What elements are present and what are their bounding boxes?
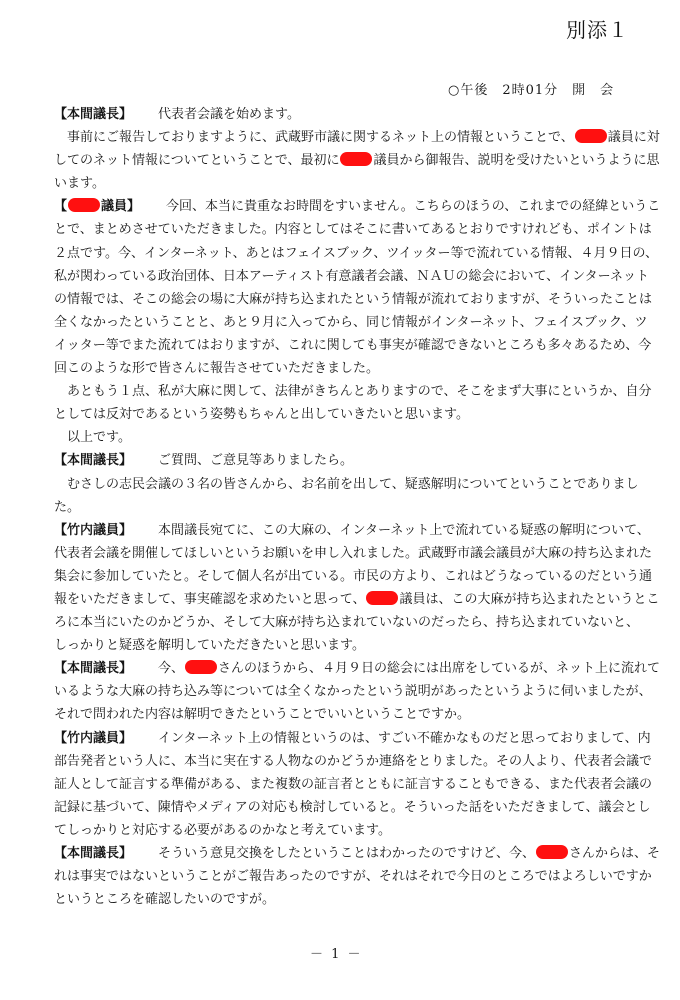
- line-text: てしっかりと対応する必要があるのかなと考えています。: [54, 822, 391, 838]
- line-text: ろに本当にいたのかどうか、そして大麻が持ち込まれていないのだったら、持ち込まれていないと、: [54, 615, 640, 631]
- line-text: 証人として証言する準備がある、また複数の証言者とともに証言することもできる、また代表者会議の: [54, 776, 653, 792]
- transcript-line: [54, 149, 660, 172]
- transcript-line: [54, 842, 661, 865]
- transcript-line: [54, 126, 660, 149]
- line-text: 私が関わっている政治団体、日本アーティスト有意議者会議、ＮＡＵの総会において、インターネット: [54, 268, 650, 284]
- line-text: 記録に基づいて、陳情やメディアの対応も検討していると。そういった話をいただきまして、議会とし: [54, 799, 651, 815]
- line-text: ２点です。今、インターネット、あとはフェイスブック、ツイッター等で流れている情報、４月９日の、: [54, 245, 658, 261]
- line-text: 今、: [158, 661, 185, 677]
- transcript-line: [54, 496, 640, 519]
- transcript-line: [54, 357, 640, 380]
- line-text: ご質問、ご意見等ありましたら。: [158, 453, 354, 469]
- line-text: 集会に参加していたと。そして個人名が出ている。市民の方より、これはどうなっているのだという通: [54, 568, 653, 584]
- line-text: 全くなかったということと、あと９月に入ってから、同じ情報がインターネット、フェイスブック、ツ: [54, 314, 648, 330]
- redaction-mark: [68, 198, 100, 212]
- line-text: います。: [54, 176, 105, 192]
- speaker-label: 【本間議長】: [54, 846, 133, 861]
- line-text: の情報では、そこの総会の場に大麻が持ち込まれたという情報が流れておりますが、そういったことは: [54, 291, 653, 307]
- line-text: としては反対であるという姿勢もちゃんと出していきたいと思います。: [54, 407, 469, 423]
- transcript-line: [54, 172, 640, 195]
- transcript-line: [54, 195, 661, 218]
- transcript-line: [54, 403, 640, 426]
- transcript-line: [54, 773, 653, 796]
- transcript-line: [54, 311, 648, 334]
- attachment-label: 別添１: [566, 18, 629, 42]
- transcript-line: [54, 103, 640, 126]
- session-start-time: ○午後 2時01分 開 会: [448, 83, 615, 98]
- transcript-line: [54, 334, 652, 357]
- line-text-continued: 議員に対: [607, 130, 660, 146]
- line-text: 部告発者という人に、本当に実在する人物なのかどうか連絡をとりました。その人より、代表者会議で: [54, 753, 653, 769]
- line-text: 今回、本当に貴重なお時間をすいません。こちらのほうの、これまでの経緯というこ: [166, 199, 661, 215]
- transcript-line: [54, 796, 651, 819]
- transcript-line: [54, 657, 661, 680]
- transcript-line: [54, 265, 650, 288]
- line-text: とで、まとめさせていただきました。内容としてはそこに書いてあるとおりですけれども、ポイントは: [54, 222, 652, 238]
- redaction-mark: [575, 129, 607, 143]
- line-text: 代表者会議を開催してほしいというお願いを申し入れました。武蔵野市議会議員が大麻の持ち込まれた: [54, 545, 653, 561]
- transcript-line: [54, 288, 653, 311]
- line-text: イッター等でまた流れてはおりますが、これに関しても事実が確認できないところも多々あるため、今: [54, 337, 652, 353]
- transcript-line: [54, 865, 652, 888]
- transcript-line: [54, 680, 652, 703]
- transcript-line: [54, 449, 640, 472]
- speaker-label: 【本間議長】: [54, 661, 133, 677]
- line-text: れは事実ではないということがご報告あったのですが、それはそれで今日のところではよろしいですか: [54, 869, 652, 885]
- line-text: 以上です。: [67, 430, 131, 446]
- transcript-line: [54, 611, 640, 634]
- speaker-label-redacted-member: 【 議員】: [54, 199, 141, 215]
- speaker-label-suffix: 議員】: [101, 199, 141, 215]
- transcript-line: [54, 819, 640, 842]
- line-text: 本間議長宛てに、この大麻の、インターネット上で流れている疑惑の解明について、: [158, 522, 650, 538]
- transcript-line: [54, 888, 640, 911]
- line-text: た。: [54, 499, 81, 515]
- redaction-mark: [340, 152, 372, 166]
- transcript-line: [54, 634, 640, 657]
- transcript-line: [54, 542, 653, 565]
- transcript-line: [54, 703, 640, 726]
- transcript-line: [54, 588, 660, 611]
- line-text-continued: 議員は、この大麻が持ち込まれたというとこ: [399, 591, 660, 607]
- line-text: しっかりと疑惑を解明していただきたいと思います。: [54, 638, 365, 654]
- transcript-line: [54, 426, 640, 449]
- line-text-continued: さんからは、そ: [569, 846, 661, 861]
- redaction-mark: [536, 845, 568, 859]
- line-text-continued: 議員から御報告、説明を受けたいというように思: [373, 153, 660, 169]
- redaction-mark: [185, 660, 217, 674]
- redaction-mark: [366, 591, 398, 605]
- speaker-label: 【竹内議員】: [54, 522, 133, 538]
- transcript-body: [54, 103, 661, 911]
- speaker-label: 【本間議長】: [54, 107, 133, 122]
- page-number: － 1 －: [310, 947, 363, 962]
- line-text: いるような大麻の持ち込み等については全くなかったという説明があったというように伺いましたが、: [54, 684, 652, 700]
- line-text: というところを確認したいのですが。: [54, 892, 276, 908]
- line-text: 回このような形で皆さんに報告させていただきました。: [54, 361, 380, 377]
- line-text: むさしの志民会議の３名の皆さんから、お名前を出して、疑惑解明についてということでありまし: [67, 476, 639, 492]
- line-text: そういう意見交換をしたということはわかったのですけど、今、: [158, 846, 536, 861]
- transcript-line: [54, 380, 652, 403]
- transcript-line: [54, 218, 652, 241]
- line-text-continued: さんのほうから、４月９日の総会には出席をしているが、ネット上に流れて: [218, 661, 661, 677]
- line-text: してのネット情報についてということで、最初に: [54, 153, 340, 169]
- line-text: 事前にご報告しておりますように、武蔵野市議に関するネット上の情報ということで、: [67, 130, 574, 146]
- transcript-line: [54, 242, 658, 265]
- line-text: 代表者会議を始めます。: [158, 107, 300, 122]
- speaker-label: 【竹内議員】: [54, 730, 133, 746]
- line-text: 報をいただきまして、事実確認を求めたいと思って、: [54, 591, 366, 607]
- transcript-line: [54, 473, 640, 496]
- transcript-line: [54, 750, 653, 773]
- line-text: それで問われた内容は解明できたということでいいということですか。: [54, 707, 471, 723]
- transcript-line: [54, 519, 650, 542]
- transcript-line: [54, 727, 651, 750]
- line-text: インターネット上の情報というのは、すごい不確かなものだと思っておりまして、内: [158, 730, 651, 746]
- line-text: あともう１点、私が大麻に関して、法律がきちんとありますので、そこをまず大事にというか、自分: [67, 384, 652, 400]
- transcript-line: [54, 565, 653, 588]
- speaker-label: 【本間議長】: [54, 453, 133, 469]
